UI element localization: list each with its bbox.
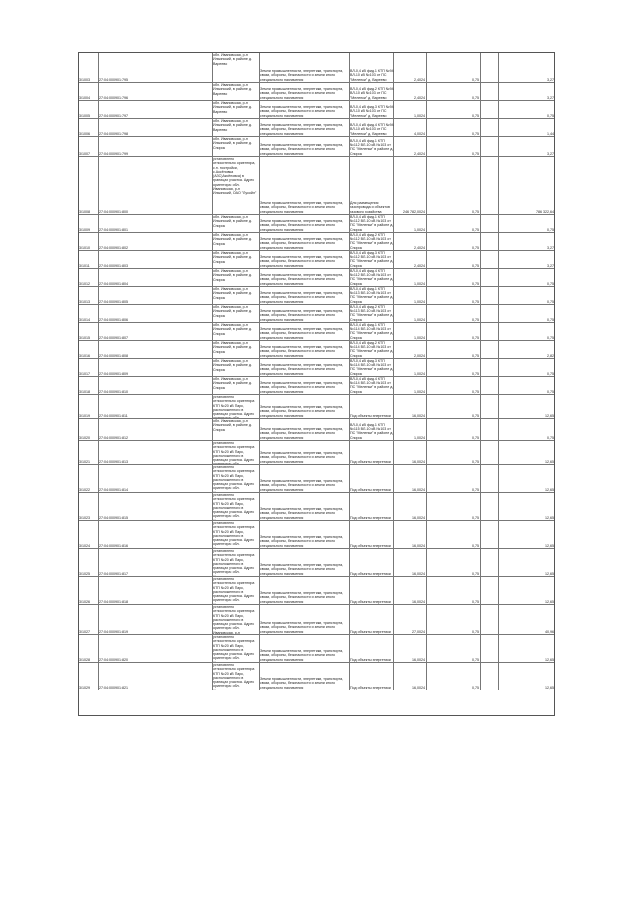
- cell-num: 3/1028: [79, 657, 90, 662]
- cell-addr: установлено относительно ориентира КТП №20 кВ Парк, расположенного в границах участка. Адрес ориентира: обл.: [213, 493, 255, 519]
- cell-area: 1,0024: [414, 299, 425, 304]
- cell-num: 3/1020: [79, 435, 90, 440]
- cell-use: Под объекты энергетики: [350, 657, 391, 662]
- cell-num: 3/1016: [79, 353, 90, 358]
- cell-cat: Земли промышленности, энергетики, транспорта, связи, обороны, безопасности и земли иного специального назначения: [260, 363, 344, 376]
- cell-addr: обл. Ивановская, р-н Ильинский, в районе д. Вареево: [213, 83, 252, 96]
- cell-num: 3/1003: [79, 77, 90, 82]
- cell-use: ВЛ-0,4 кВ фид.1 КТП №112 ВЛ-10 кВ №103 от ПС "Меленки" в районе д. Спорок: [350, 214, 394, 232]
- cell-rate: 0,75: [472, 151, 479, 156]
- cell-area: 1,0024: [414, 317, 425, 322]
- cell-area: 2,4024: [414, 263, 425, 268]
- cell-addr: обл. Ивановская, р-н Ильинский, в районе д. Вареево: [213, 101, 252, 114]
- cell-num: 3/1011: [79, 263, 90, 268]
- cell-area: 1,0024: [414, 389, 425, 394]
- cell-cad: 27:04:000901:795: [99, 77, 128, 82]
- cell-rate: 0,75: [472, 245, 479, 250]
- cell-tax: 12,65: [545, 487, 554, 492]
- cell-addr: обл. Ивановская, р-н Ильинский, в районе д. Спорок: [213, 377, 252, 390]
- cell-tax: 0,75: [547, 317, 554, 322]
- cell-tax: 12,65: [545, 571, 554, 576]
- cell-num: 3/1027: [79, 629, 90, 634]
- cell-tax: 12,65: [545, 543, 554, 548]
- cell-cad: 27:04:000901:819: [99, 629, 128, 634]
- cell-addr: обл. Ивановская, р-н Ильинский, в районе д. Спорок: [213, 359, 252, 372]
- cell-num: 3/1023: [79, 515, 90, 520]
- cell-use: ВЛ-0,4 кВ фид.4 КТП №94 ВЛ-10 кВ №103 от ПС "Меленки" д. Вареево: [350, 123, 394, 136]
- cell-rate: 0,75: [472, 543, 479, 548]
- cell-rate: 0,75: [472, 389, 479, 394]
- cell-area: 16,0024: [412, 599, 425, 604]
- cell-rate: 0,75: [472, 599, 479, 604]
- cell-tax: 0,75: [547, 299, 554, 304]
- cell-cad: 27:04:000901:812: [99, 435, 128, 440]
- cell-cat: Земли промышленности, энергетики, транспорта, связи, обороны, безопасности и земли иного специального назначения: [260, 309, 344, 322]
- cell-tax: 12,65: [545, 599, 554, 604]
- cell-rate: 0,75: [472, 487, 479, 492]
- cell-tax: 786 322,64: [536, 209, 554, 214]
- cell-cad: 27:04:000901:805: [99, 299, 128, 304]
- cell-num: 3/1007: [79, 151, 90, 156]
- cell-tax: 0,75: [547, 113, 554, 118]
- cell-cat: Земли промышленности, энергетики, транспорта, связи, обороны, безопасности и земли иного специального назначения: [260, 201, 344, 214]
- cell-cad: 27:04:000901:796: [99, 95, 128, 100]
- cell-rate: 0,75: [472, 353, 479, 358]
- cell-rate: 0,75: [472, 263, 479, 268]
- cell-cad: 27:04:000901:811: [99, 413, 128, 418]
- cell-cat: Земли промышленности, энергетики, транспорта, связи, обороны, безопасности и земли иного специального назначения: [260, 535, 344, 548]
- cell-num: 3/1025: [79, 571, 90, 576]
- cell-num: 3/1013: [79, 299, 90, 304]
- cell-tax: 3,27: [547, 245, 554, 250]
- cell-num: 3/1015: [79, 335, 90, 340]
- cell-use: ВЛ-0,4 кВ фид.1 КТП №94 ВЛ-10 кВ №103 от ПС "Меленки" д. Вареево: [350, 69, 394, 82]
- cell-rate: 0,75: [472, 413, 479, 418]
- cell-use: ВЛ-0,4 кВ фид.1 КТП №115 ВЛ-10 кВ №103 от ПС "Меленки" в районе д. Спорок: [350, 422, 394, 440]
- cell-use: ВЛ-0,4 кВ фид.1 КТП №112 ВЛ-10 кВ №103 от ПС "Меленки" в районе д. Спорок: [350, 138, 394, 156]
- cell-tax: 3,27: [547, 263, 554, 268]
- cell-use: Для размещения газопровода и объектов газового хозяйства: [350, 201, 390, 214]
- cell-tax: 1,44: [547, 131, 554, 136]
- cell-use: ВЛ-0,4 кВ фид.3 КТП №94 ВЛ-10 кВ №103 от ПС "Меленки" д. Вареево: [350, 105, 394, 118]
- cell-tax: 0,75: [547, 435, 554, 440]
- cell-addr: обл. Ивановская, р-н Ильинский, в районе д. Спорок: [213, 251, 252, 264]
- cell-area: 16,0024: [412, 657, 425, 662]
- cell-cat: Земли промышленности, энергетики, транспорта, связи, обороны, безопасности и земли иного специального назначения: [260, 105, 344, 118]
- cell-area: 2,4024: [414, 95, 425, 100]
- cell-num: 3/1026: [79, 599, 90, 604]
- cell-num: 3/1005: [79, 113, 90, 118]
- cell-tax: 0,75: [547, 371, 554, 376]
- cell-tax: 40,96: [545, 629, 554, 634]
- cell-cad: 27:04:000901:804: [99, 281, 128, 286]
- cell-use: Под объекты энергетики: [350, 543, 391, 548]
- cell-tax: 3,27: [547, 151, 554, 156]
- cell-tax: 3,27: [547, 95, 554, 100]
- cell-cat: Земли промышленности, энергетики, транспорта, связи, обороны, безопасности и земли иного специального назначения: [260, 405, 344, 418]
- cell-use: ВЛ-0,4 кВ фид.1 КТП №113 ВЛ-10 кВ №103 от ПС "Меленки" в районе д. Спорок: [350, 286, 394, 304]
- cell-use: Под объекты энергетики: [350, 599, 391, 604]
- cell-cad: 27:04:000901:797: [99, 113, 128, 118]
- cell-area: 1,0024: [414, 435, 425, 440]
- cell-use: ВЛ-0,4 кВ фид.2 КТП №112 ВЛ-10 кВ №103 от ПС "Меленки" в районе д. Спорок: [350, 232, 394, 250]
- cell-addr: установлено относительно ориентира КТП №20 кВ Парк, расположенного в границах участка. Адрес ориентира: обл. Ивановская, р-н: [213, 605, 255, 634]
- cell-num: 3/1010: [79, 245, 90, 250]
- cell-cat: Земли промышленности, энергетики, транспорта, связи, обороны, безопасности и земли иного специального назначения: [260, 507, 344, 520]
- cell-addr: обл. Ивановская, р-н Ильинский, в районе д. Спорок: [213, 287, 252, 300]
- cell-tax: 12,65: [545, 685, 554, 690]
- cell-area: 246 782,0024: [403, 209, 425, 214]
- cell-cat: Земли промышленности, энергетики, транспорта, связи, обороны, безопасности и земли иного специального назначения: [260, 237, 344, 250]
- cell-addr: обл. Ивановская, р-н Ильинский, в районе д. Спорок: [213, 269, 252, 282]
- cell-cat: Земли промышленности, энергетики, транспорта, связи, обороны, безопасности и земли иного специального назначения: [260, 427, 344, 440]
- cell-addr: обл. Ивановская, р-н Ильинский, в районе д. Спорок: [213, 137, 252, 150]
- cell-rate: 0,75: [472, 209, 479, 214]
- cell-area: 1,0024: [414, 335, 425, 340]
- cell-area: 27,0024: [412, 629, 425, 634]
- cell-cat: Земли промышленности, энергетики, транспорта, связи, обороны, безопасности и земли иного специального назначения: [260, 591, 344, 604]
- cell-rate: 0,75: [472, 95, 479, 100]
- cell-use: ВЛ-0,4 кВ фид.2 КТП №94 ВЛ-10 кВ №103 от ПС "Меленки" д. Вареево: [350, 87, 394, 100]
- cell-rate: 0,75: [472, 227, 479, 232]
- cell-cad: 27:04:000901:798: [99, 131, 128, 136]
- cell-cad: 27:04:000901:806: [99, 317, 128, 322]
- cell-num: 3/1019: [79, 413, 90, 418]
- cell-num: 3/1017: [79, 371, 90, 376]
- cell-area: 16,0024: [412, 515, 425, 520]
- cell-addr: обл. Ивановская, р-н Ильинский, в районе д. Спорок: [213, 233, 252, 246]
- cell-cad: 27:04:000901:810: [99, 389, 128, 394]
- cell-tax: 0,75: [547, 227, 554, 232]
- cell-area: 2,0024: [414, 353, 425, 358]
- cell-cat: Земли промышленности, энергетики, транспорта, связи, обороны, безопасности и земли иного специального назначения: [260, 381, 344, 394]
- cell-num: 3/1008: [79, 209, 90, 214]
- cell-use: ВЛ-0,4 кВ фид.1 КТП №114 ВЛ-10 кВ №103 от ПС "Меленки" в районе д. Спорок: [350, 322, 394, 340]
- cell-cad: 27:04:000901:818: [99, 599, 128, 604]
- cell-addr: обл. Ивановская, р-н Ильинский, в районе д. Спорок: [213, 419, 252, 432]
- cell-area: 4,0024: [414, 131, 425, 136]
- cell-area: 16,0024: [412, 685, 425, 690]
- cell-cad: 27:04:000901:813: [99, 459, 128, 464]
- cell-rate: 0,75: [472, 335, 479, 340]
- cell-cat: Земли промышленности, энергетики, транспорта, связи, обороны, безопасности и земли иного специального назначения: [260, 621, 344, 634]
- cell-rate: 0,75: [472, 131, 479, 136]
- cell-addr: установлено относительно ориентира КТП №20 кВ Парк, расположенного в границах участка. Адрес ориентира: обл.: [213, 577, 255, 603]
- cell-num: 3/1024: [79, 543, 90, 548]
- cell-cat: Земли промышленности, энергетики, транспорта, связи, обороны, безопасности и земли иного специального назначения: [260, 451, 344, 464]
- cell-use: ВЛ-0,4 кВ фид.4 КТП №114 ВЛ-10 кВ №103 от ПС "Меленки" в районе д. Спорок: [350, 376, 394, 394]
- cell-cat: Земли промышленности, энергетики, транспорта, связи, обороны, безопасности и земли иного специального назначения: [260, 273, 344, 286]
- cell-cat: Земли промышленности, энергетики, транспорта, связи, обороны, безопасности и земли иного специального назначения: [260, 649, 344, 662]
- cell-use: Под объекты энергетики: [350, 685, 391, 690]
- cell-rate: 0,75: [472, 515, 479, 520]
- cell-tax: 0,75: [547, 389, 554, 394]
- cell-cat: Земли промышленности, энергетики, транспорта, связи, обороны, безопасности и земли иного специального назначения: [260, 677, 344, 690]
- cell-rate: 0,75: [472, 435, 479, 440]
- cell-addr: обл. Ивановская, р-н Ильинский, в районе д. Спорок: [213, 215, 252, 228]
- cell-cat: Земли промышленности, энергетики, транспорта, связи, обороны, безопасности и земли иного специального назначения: [260, 69, 344, 82]
- cell-area: 16,0024: [412, 413, 425, 418]
- cell-addr: установлено относительно ориентира КТП №20 кВ Парк, расположенного в границах участка. Адрес ориентира: обл.: [213, 549, 255, 575]
- cell-addr: установлено относительно ориентира КТП №20 кВ Парк, расположенного в границах участка. Адрес: [213, 441, 255, 463]
- cell-cat: Земли промышленности, энергетики, транспорта, связи, обороны, безопасности и земли иного специального назначения: [260, 219, 344, 232]
- cell-addr: установлено относительно ориентира КТП №20 кВ Парк, расположенного в границах участка. Адрес ориентира: обл.: [213, 663, 255, 689]
- cell-tax: 3,27: [547, 77, 554, 82]
- cell-cat: Земли промышленности, энергетики, транспорта, связи, обороны, безопасности и земли иного специального назначения: [260, 327, 344, 340]
- cell-cad: 27:04:000901:800: [99, 209, 128, 214]
- cell-rate: 0,75: [472, 113, 479, 118]
- cell-use: ВЛ-0,4 кВ фид.2 КТП №113 ВЛ-10 кВ №103 от ПС "Меленки" в районе д. Спорок: [350, 304, 394, 322]
- cell-rate: 0,75: [472, 281, 479, 286]
- cell-cat: Земли промышленности, энергетики, транспорта, связи, обороны, безопасности и земли иного специального назначения: [260, 123, 344, 136]
- cell-use: ВЛ-0,4 кВ фид.4 КТП №112 ВЛ-10 кВ №103 от ПС "Меленки" в районе д. Спорок: [350, 268, 394, 286]
- cell-tax: 0,75: [547, 335, 554, 340]
- cell-use: Под объекты энергетики: [350, 629, 391, 634]
- cell-area: 1,0024: [414, 113, 425, 118]
- cell-addr: обл. Ивановская, р-н Ильинский, в районе д. Вареево: [213, 53, 252, 66]
- cell-cad: 27:04:000901:807: [99, 335, 128, 340]
- cell-rate: 0,75: [472, 299, 479, 304]
- cell-area: 16,0024: [412, 543, 425, 548]
- cell-cat: Земли промышленности, энергетики, транспорта, связи, обороны, безопасности и земли иного специального назначения: [260, 291, 344, 304]
- cell-area: 16,0024: [412, 459, 425, 464]
- cell-cat: Земли промышленности, энергетики, транспорта, связи, обороны, безопасности и земли иного специального назначения: [260, 255, 344, 268]
- cell-cad: 27:04:000901:803: [99, 263, 128, 268]
- cell-area: 1,0024: [414, 281, 425, 286]
- cell-cad: 27:04:000901:821: [99, 685, 128, 690]
- cell-cat: Земли промышленности, энергетики, транспорта, связи, обороны, безопасности и земли иного специального назначения: [260, 563, 344, 576]
- cell-tax: 2,82: [547, 353, 554, 358]
- cell-rate: 0,75: [472, 317, 479, 322]
- cell-area: 2,4024: [414, 151, 425, 156]
- cell-use: Под объекты энергетики: [350, 487, 391, 492]
- cell-rate: 0,75: [472, 571, 479, 576]
- cell-cad: 27:04:000901:815: [99, 515, 128, 520]
- cell-use: Под объекты энергетики: [350, 515, 391, 520]
- cell-area: 1,0024: [414, 227, 425, 232]
- cell-use: Под объекты энергетики: [350, 413, 391, 418]
- cell-num: 3/1004: [79, 95, 90, 100]
- cell-use: ВЛ-0,4 кВ фид.3 КТП №112 ВЛ-10 кВ №103 от ПС "Меленки" в районе д. Спорок: [350, 250, 394, 268]
- cell-num: 3/1014: [79, 317, 90, 322]
- cell-cad: 27:04:000901:802: [99, 245, 128, 250]
- cell-num: 3/1012: [79, 281, 90, 286]
- cell-cad: 27:04:000901:814: [99, 487, 128, 492]
- cell-num: 3/1021: [79, 459, 90, 464]
- cell-rate: 0,75: [472, 685, 479, 690]
- cell-cad: 27:04:000901:799: [99, 151, 128, 156]
- cell-tax: 12,65: [545, 459, 554, 464]
- cell-use: Под объекты энергетики: [350, 459, 391, 464]
- cell-rate: 0,75: [472, 77, 479, 82]
- cell-addr: обл. Ивановская, р-н Ильинский, в районе д. Вареево: [213, 119, 252, 132]
- cell-area: 16,0024: [412, 487, 425, 492]
- cell-num: 3/1006: [79, 131, 90, 136]
- cell-tax: 12,65: [545, 657, 554, 662]
- cell-addr: установлено относительно ориентира КТП №20 кВ Парк, расположенного в границах участка. Адрес ориентира: обл.: [213, 521, 255, 547]
- cell-use: ВЛ-0,4 кВ фид.3 КТП №114 ВЛ-10 кВ №103 от ПС "Меленки" в районе д. Спорок: [350, 358, 394, 376]
- cell-rate: 0,75: [472, 629, 479, 634]
- cell-num: 3/1022: [79, 487, 90, 492]
- cell-cad: 27:04:000901:801: [99, 227, 128, 232]
- cell-cad: 27:04:000901:808: [99, 353, 128, 358]
- cell-cat: Земли промышленности, энергетики, транспорта, связи, обороны, безопасности и земли иного специального назначения: [260, 143, 344, 156]
- cell-rate: 0,75: [472, 371, 479, 376]
- cell-addr: установлено относительно ориентира КТП №20 кВ Парк, расположенного в границах участка. Адрес: [213, 395, 255, 417]
- cell-cad: 27:04:000901:817: [99, 571, 128, 576]
- cell-cad: 27:04:000901:809: [99, 371, 128, 376]
- cell-tax: 12,65: [545, 515, 554, 520]
- cell-cat: Земли промышленности, энергетики, транспорта, связи, обороны, безопасности и земли иного специального назначения: [260, 479, 344, 492]
- cell-rate: 0,75: [472, 459, 479, 464]
- cell-addr: обл. Ивановская, р-н Ильинский, в районе д. Спорок: [213, 341, 252, 354]
- cell-num: 3/1029: [79, 685, 90, 690]
- cell-num: 3/1009: [79, 227, 90, 232]
- cell-addr: обл. Ивановская, р-н Ильинский, в районе д. Спорок: [213, 323, 252, 336]
- cell-addr: обл. Ивановская, р-н Ильинский, в районе д. Спорок: [213, 305, 252, 318]
- table-border: [78, 52, 555, 716]
- cell-tax: 0,75: [547, 281, 554, 286]
- cell-addr: установлено относительно ориентира КТП №20 кВ Парк, расположенного в границах участка. Адрес ориентира: обл.: [213, 635, 255, 661]
- cell-area: 1,0024: [414, 371, 425, 376]
- cell-use: ВЛ-0,4 кВ фид.2 КТП №114 ВЛ-10 кВ №103 от ПС "Меленки" в районе д. Спорок: [350, 340, 394, 358]
- cell-use: Под объекты энергетики: [350, 571, 391, 576]
- cell-area: 16,0024: [412, 571, 425, 576]
- cell-rate: 0,75: [472, 657, 479, 662]
- cell-cad: 27:04:000901:816: [99, 543, 128, 548]
- cell-area: 2,4024: [414, 245, 425, 250]
- cell-tax: 12,65: [545, 413, 554, 418]
- cell-num: 3/1018: [79, 389, 90, 394]
- cell-cat: Земли промышленности, энергетики, транспорта, связи, обороны, безопасности и земли иного специального назначения: [260, 87, 344, 100]
- cell-cat: Земли промышленности, энергетики, транспорта, связи, обороны, безопасности и земли иного специального назначения: [260, 345, 344, 358]
- cell-addr: установлено относительно ориентира КТП №20 кВ Парк, расположенного в границах участка. Адрес ориентира: обл.: [213, 465, 255, 491]
- cell-cad: 27:04:000901:820: [99, 657, 128, 662]
- cell-addr: установлено относительно ориентира, с.н. постройки, с.Аксёновка (АЗС)Аксёновка) в границах участка. Адрес ориентира: обл. Ивановская, р-н Ильинский, ОАО "Лукойл": [213, 157, 257, 196]
- cell-area: 2,4024: [414, 77, 425, 82]
